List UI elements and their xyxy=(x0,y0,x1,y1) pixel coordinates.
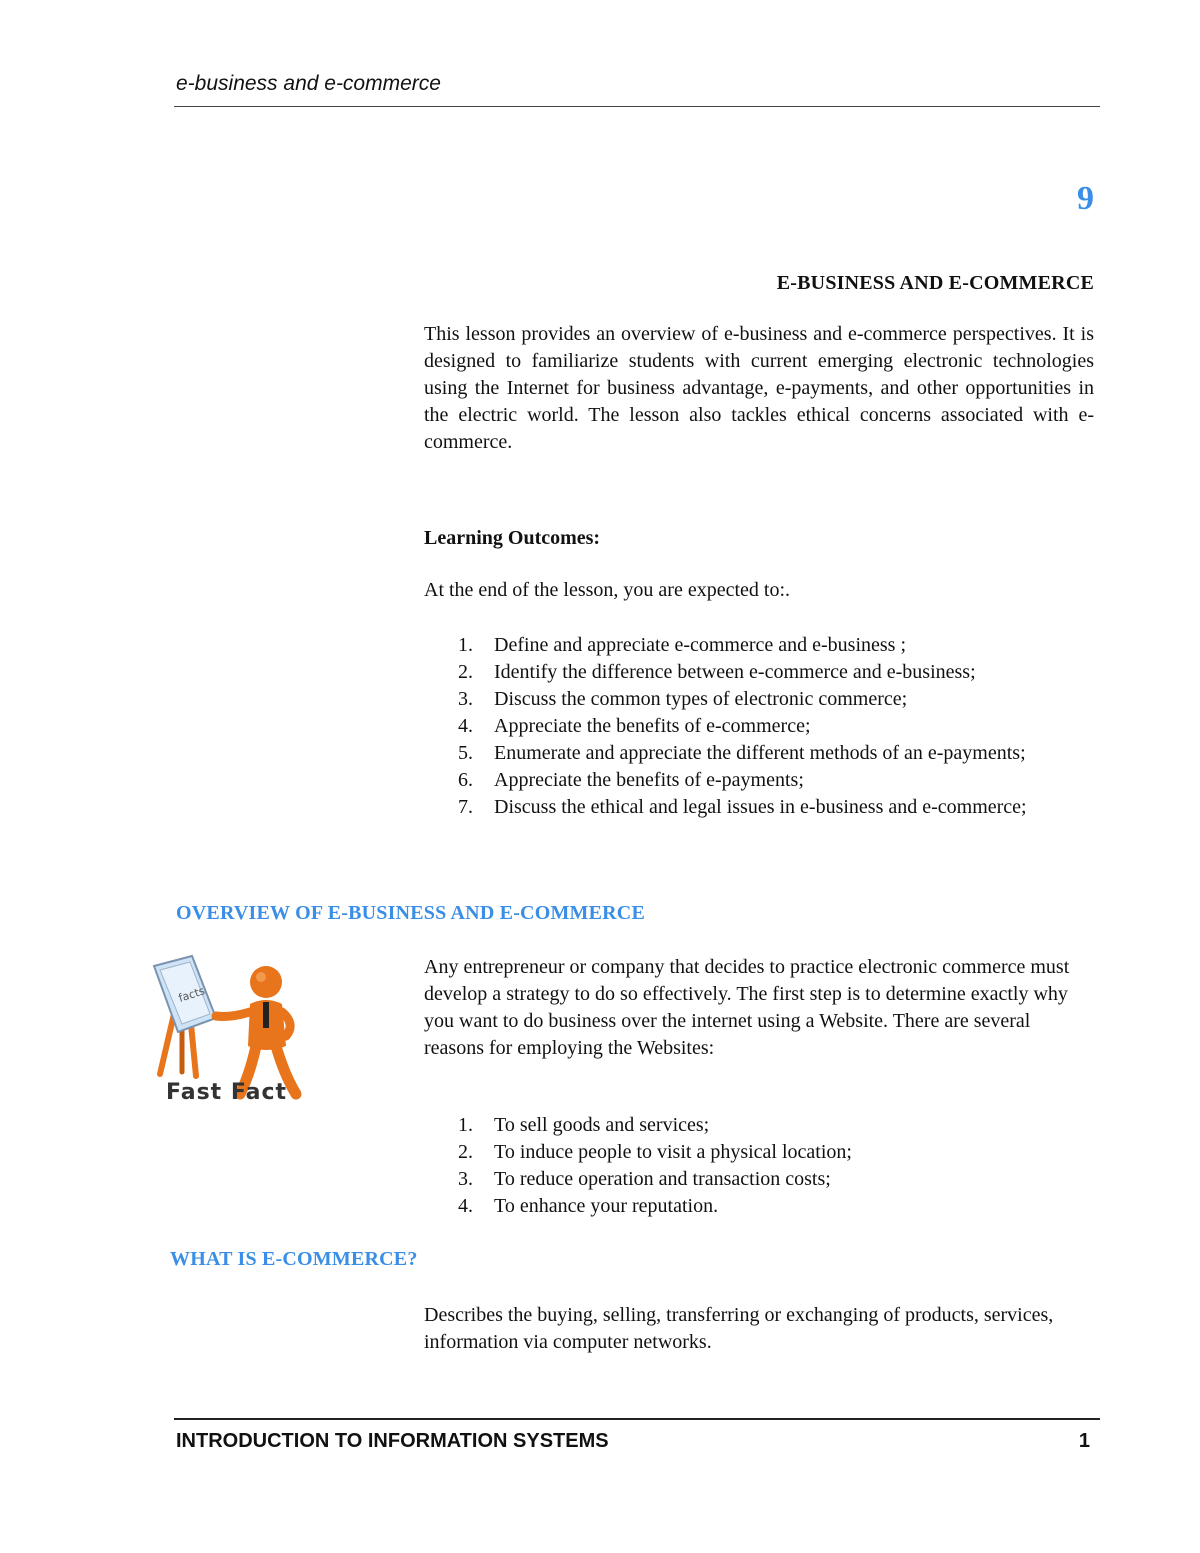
presenter-figure-icon xyxy=(216,966,296,1094)
list-text: Enumerate and appreciate the different methods of an e-payments; xyxy=(494,742,1026,764)
list-number: 1. xyxy=(458,634,473,656)
list-item xyxy=(424,1166,1064,1193)
running-header: e-business and e-commerce xyxy=(176,72,441,95)
page-number: 1 xyxy=(1078,1430,1090,1452)
footer-rule xyxy=(174,1418,1100,1420)
list-text: To induce people to visit a physical location; xyxy=(494,1141,852,1163)
list-text: Identify the difference between e-commerce and e-business; xyxy=(494,661,976,683)
reasons-list xyxy=(424,1112,1064,1220)
learning-outcomes-heading: Learning Outcomes: xyxy=(424,527,601,549)
list-number: 3. xyxy=(458,688,473,710)
list-text: Define and appreciate e-commerce and e-business ; xyxy=(494,634,907,656)
list-text: To enhance your reputation. xyxy=(494,1195,719,1217)
list-text: Discuss the common types of electronic commerce; xyxy=(494,688,908,710)
header-rule xyxy=(174,106,1100,107)
learning-outcomes-list xyxy=(424,632,1064,821)
footer-title: INTRODUCTION TO INFORMATION SYSTEMS xyxy=(176,1430,609,1452)
what-is-ecommerce-heading: WHAT IS E-COMMERCE? xyxy=(170,1248,418,1270)
list-item xyxy=(424,659,1064,686)
list-number: 2. xyxy=(458,1141,473,1163)
list-item xyxy=(424,740,1034,767)
list-text: Appreciate the benefits of e-commerce; xyxy=(494,715,811,737)
overview-heading: OVERVIEW OF E-BUSINESS AND E-COMMERCE xyxy=(176,902,645,924)
flip-chart-label: facts xyxy=(176,984,207,1005)
list-item xyxy=(424,767,1064,794)
list-text: To sell goods and services; xyxy=(494,1114,710,1136)
list-text: Discuss the ethical and legal issues in e-business and e-commerce; xyxy=(494,796,1027,818)
list-number: 7. xyxy=(458,796,473,818)
list-item xyxy=(424,713,1064,740)
chapter-title: E-BUSINESS AND E-COMMERCE xyxy=(776,272,1094,294)
learning-outcomes-intro: At the end of the lesson, you are expected to:. xyxy=(424,579,790,601)
list-number: 4. xyxy=(458,1195,473,1217)
chapter-intro: This lesson provides an overview of e-business and e-commerce perspectives. It is designed to familiarize students with current emerging electronic technologies using the Internet for business advantage, e-payments, and other opportunities in the electric world. The lesson also tackles ethical concerns associated with e-commerce. xyxy=(424,323,1094,453)
list-item xyxy=(424,1139,1064,1166)
list-item xyxy=(424,794,1034,821)
list-number: 5. xyxy=(458,742,473,764)
list-number: 6. xyxy=(458,769,473,791)
list-text: To reduce operation and transaction costs; xyxy=(494,1168,831,1190)
list-item xyxy=(424,1193,1064,1220)
chapter-number: 9 xyxy=(1077,180,1094,217)
list-text: Appreciate the benefits of e-payments; xyxy=(494,769,804,791)
list-number: 1. xyxy=(458,1114,473,1136)
list-item xyxy=(424,1112,1064,1139)
ecommerce-definition: Describes the buying, selling, transferring or exchanging of products, services, information via computer networks. xyxy=(424,1304,1054,1353)
list-number: 3. xyxy=(458,1168,473,1190)
list-number: 2. xyxy=(458,661,473,683)
list-item xyxy=(424,686,1064,713)
overview-paragraph: Any entrepreneur or company that decides to practice electronic commerce must develop a strategy to do so effectively. The first step is to determine exactly why you want to do business over the internet using a Website. There are several reasons for employing the Websites: xyxy=(424,956,1070,1059)
list-number: 4. xyxy=(458,715,473,737)
flip-chart-icon xyxy=(154,956,216,1032)
list-item xyxy=(424,632,1064,659)
fast-fact-label: Fast Fact xyxy=(166,1080,287,1105)
